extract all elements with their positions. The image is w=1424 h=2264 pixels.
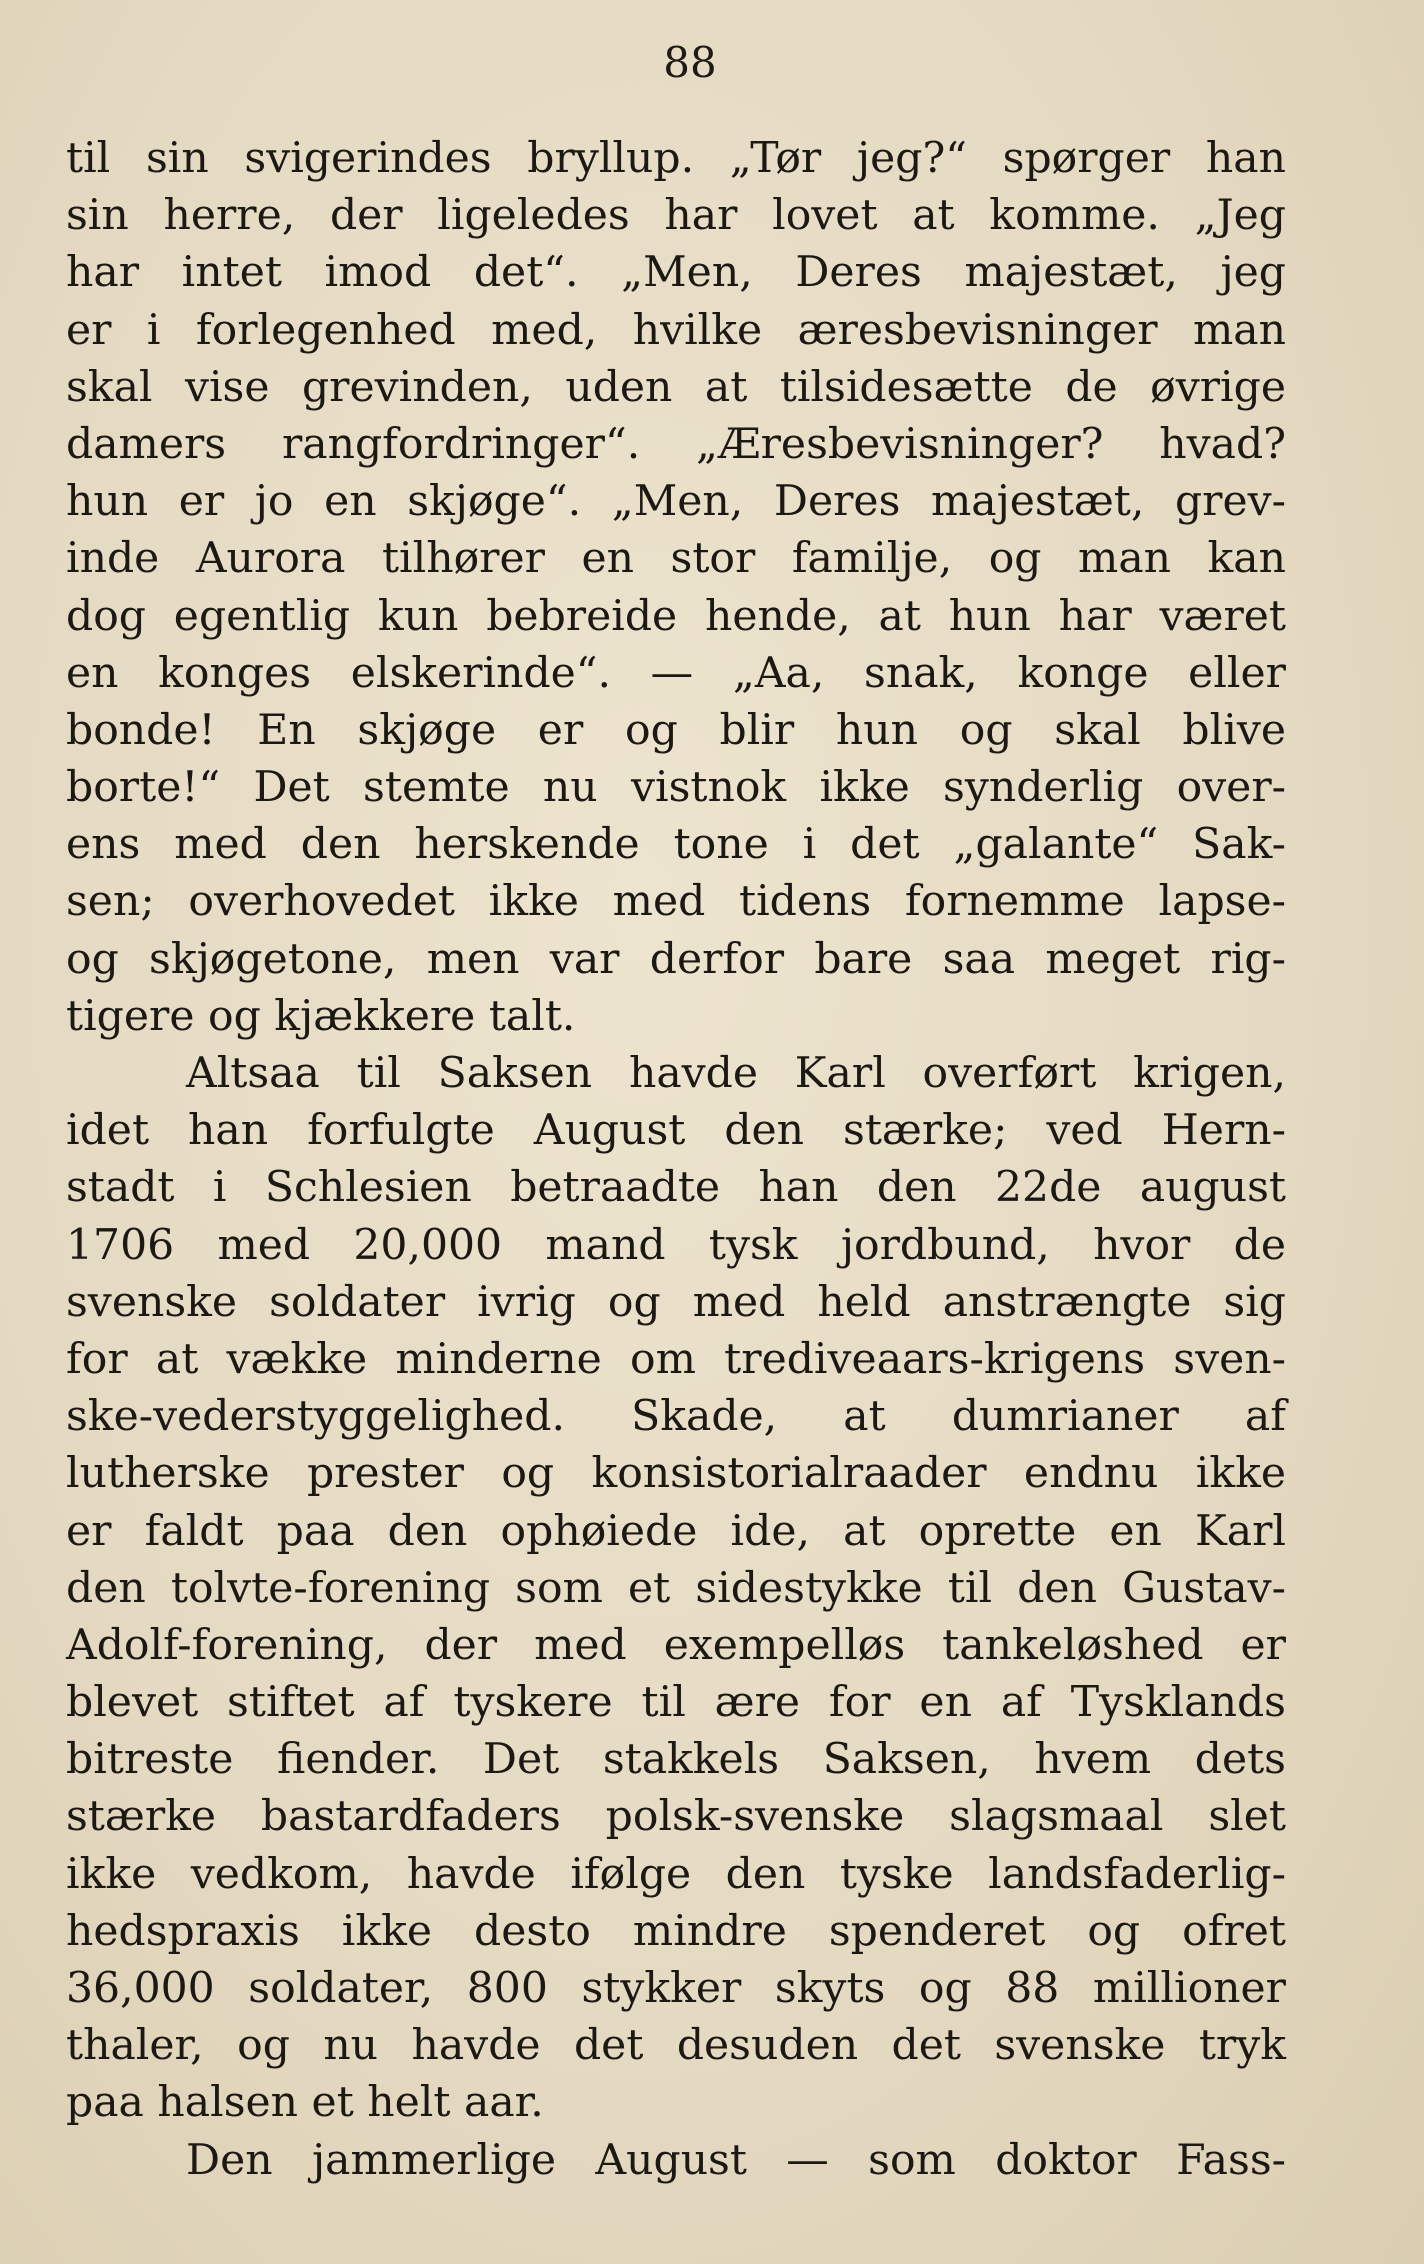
text-line: 1706 med 20,000 mand tysk jordbund, hvor de bbox=[66, 1220, 1286, 1270]
text-line: og skjøgetone, men var derfor bare saa meget rig- bbox=[66, 934, 1286, 984]
paragraph-start-line: Den jammerlige August — som doktor Fass- bbox=[186, 2135, 1286, 2185]
text-line: lutherske prester og konsistorialraader endnu ikke bbox=[66, 1449, 1286, 1499]
page-number: 88 bbox=[663, 38, 717, 87]
text-line: hedspraxis ikke desto mindre spenderet og ofret bbox=[66, 1906, 1286, 1956]
paragraph-start-line: Altsaa til Saksen havde Karl overført krigen, bbox=[186, 1049, 1286, 1098]
text-line: hun er jo en skjøge“. „Men, Deres majestæt, grev- bbox=[66, 477, 1286, 527]
text-line: til sin svigerindes bryllup. „Tør jeg?“ spørger han bbox=[66, 134, 1286, 183]
text-line: idet han forfulgte August den stærke; ved Hern- bbox=[66, 1106, 1286, 1156]
text-line: damers rangfordringer“. „Æresbevisninger? hvad? bbox=[66, 419, 1286, 469]
text-line: sen; overhovedet ikke med tidens fornemme lapse- bbox=[66, 877, 1286, 927]
text-line: borte!“ Det stemte nu vistnok ikke synderlig over- bbox=[66, 763, 1286, 813]
paragraph-end-line: tigere og kjækkere talt. bbox=[66, 991, 576, 1041]
text-line: Adolf-forening, der med exempelløs tankeløshed er bbox=[66, 1620, 1286, 1670]
text-line: skal vise grevinden, uden at tilsidesætte de øvrige bbox=[66, 362, 1286, 412]
text-line: ens med den herskende tone i det „galante“ Sak- bbox=[66, 820, 1286, 870]
paragraph-end-line: paa halsen et helt aar. bbox=[66, 2078, 544, 2128]
text-line: 36,000 soldater, 800 stykker skyts og 88 millioner bbox=[66, 1964, 1286, 2013]
text-line: er faldt paa den ophøiede ide, at oprette en Karl bbox=[66, 1506, 1286, 1556]
text-line: bonde! En skjøge er og blir hun og skal blive bbox=[66, 705, 1286, 755]
text-line: stærke bastardfaders polsk-svenske slagsmaal slet bbox=[66, 1792, 1286, 1842]
text-line: stadt i Schlesien betraadte han den 22de august bbox=[66, 1163, 1286, 1213]
text-line: bitreste fiender. Det stakkels Saksen, hvem dets bbox=[66, 1735, 1286, 1785]
text-line: blevet stiftet af tyskere til ære for en af Tysklands bbox=[66, 1678, 1286, 1728]
text-line: en konges elskerinde“. — „Aa, snak, konge eller bbox=[66, 648, 1286, 698]
body-text bbox=[66, 130, 1286, 2189]
text-line: inde Aurora tilhører en stor familje, og man kan bbox=[66, 534, 1286, 584]
text-line: ske-vederstyggelighed. Skade, at dumrianer af bbox=[66, 1392, 1286, 1442]
text-line: thaler, og nu havde det desuden det svenske tryk bbox=[66, 2021, 1286, 2071]
text-line: den tolvte-forening som et sidestykke til den Gustav- bbox=[66, 1563, 1286, 1613]
text-line: ikke vedkom, havde ifølge den tyske landsfaderlig- bbox=[66, 1849, 1286, 1899]
text-line: sin herre, der ligeledes har lovet at komme. „Jeg bbox=[66, 191, 1286, 241]
text-line: svenske soldater ivrig og med held anstrængte sig bbox=[66, 1277, 1286, 1327]
text-line: dog egentlig kun bebreide hende, at hun har været bbox=[66, 591, 1286, 641]
text-line: har intet imod det“. „Men, Deres majestæt, jeg bbox=[66, 248, 1286, 298]
text-line: er i forlegenhed med, hvilke æresbevisninger man bbox=[66, 305, 1286, 355]
text-line: for at vække minderne om trediveaars-krigens sven- bbox=[66, 1334, 1286, 1384]
